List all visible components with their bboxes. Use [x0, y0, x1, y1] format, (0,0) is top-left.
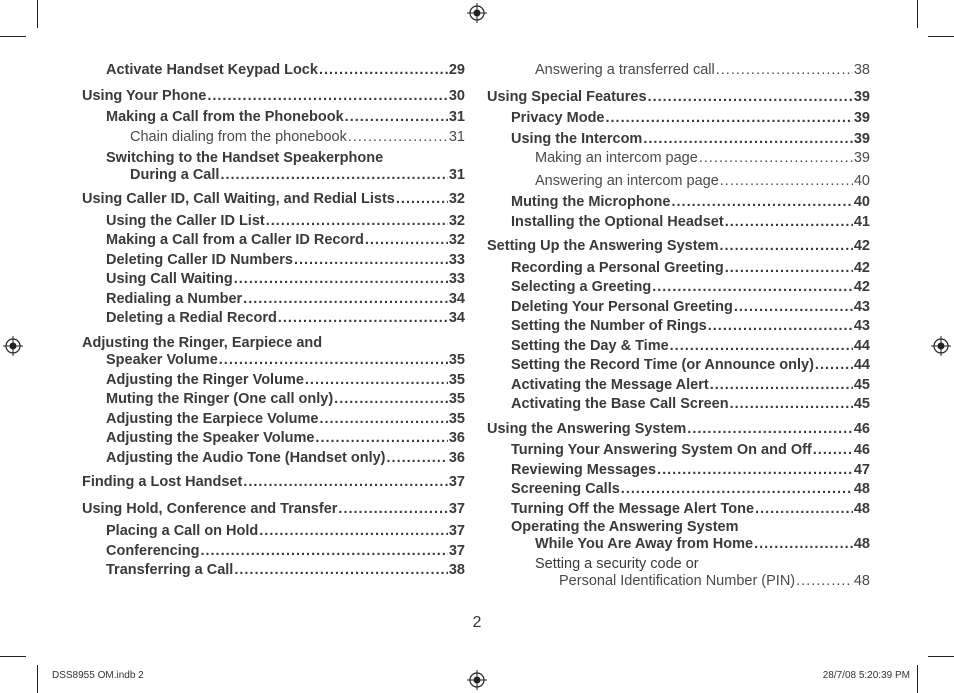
- toc-leader-dots: [815, 356, 853, 376]
- toc-leader-dots: [243, 290, 448, 310]
- toc-leader-dots: [796, 573, 853, 590]
- toc-leader-dots: [734, 298, 853, 318]
- toc-entry: [487, 441, 870, 461]
- toc-entry: [487, 193, 870, 213]
- toc-leader-dots: [716, 61, 853, 81]
- toc-entry-page: 42: [853, 238, 870, 254]
- crop-mark: [0, 656, 26, 657]
- toc-entry-page: 33: [448, 271, 465, 287]
- toc-entry: [82, 270, 465, 290]
- toc-entry-multiline: [487, 556, 870, 590]
- toc-entry: [487, 172, 870, 192]
- toc-entry-page: 41: [853, 213, 870, 230]
- toc-entry: [487, 376, 870, 396]
- toc-entry-page: 32: [448, 191, 465, 207]
- toc-leader-dots: [278, 309, 448, 329]
- toc-entry: [487, 237, 870, 257]
- toc-entry: [82, 190, 465, 210]
- toc-entry-page: 36: [448, 430, 465, 446]
- toc-leader-dots: [294, 251, 448, 271]
- toc-entry-title: Using the Caller ID List: [106, 212, 265, 229]
- toc-leader-dots: [720, 172, 853, 192]
- toc-entry: [82, 561, 465, 581]
- toc-entry: [82, 473, 465, 493]
- toc-entry: [487, 213, 870, 233]
- toc-entry: [487, 480, 870, 500]
- toc-entry-page: 35: [448, 351, 465, 368]
- toc-entry: [487, 337, 870, 357]
- registration-mark-icon: [467, 670, 487, 690]
- toc-leader-dots: [345, 108, 448, 128]
- toc-leader-dots: [319, 410, 447, 430]
- toc-entry-title: Using Call Waiting: [106, 271, 233, 287]
- toc-entry: [82, 449, 465, 469]
- toc-entry: [487, 356, 870, 376]
- toc-entry-page: 37: [448, 542, 465, 559]
- toc-entry: [82, 128, 465, 148]
- toc-entry: [487, 88, 870, 108]
- toc-entry-page: 46: [853, 442, 870, 458]
- toc-entry-title: Using Hold, Conference and Transfer: [82, 500, 338, 517]
- toc-entry-page: 32: [448, 232, 465, 248]
- toc-entry-page: 45: [853, 396, 870, 412]
- toc-leader-dots: [710, 376, 853, 396]
- toc-entry-page: 33: [448, 251, 465, 268]
- toc-entry-title: Adjusting the Audio Tone (Handset only): [106, 449, 386, 466]
- toc-entry-title: Setting the Record Time (or Announce only): [511, 357, 814, 373]
- crop-mark: [0, 36, 26, 37]
- toc-entry-page: 48: [853, 573, 870, 589]
- toc-entry-multiline: [82, 335, 465, 369]
- toc-leader-dots: [305, 371, 448, 391]
- toc-entry-title: While You Are Away from Home: [535, 536, 754, 552]
- toc-column-right: [487, 61, 870, 590]
- toc-entry-page: 30: [448, 87, 465, 104]
- toc-entry-title: Muting the Microphone: [511, 194, 671, 210]
- toc-entry-title: Transferring a Call: [106, 562, 234, 578]
- toc-entry-page: 35: [448, 371, 465, 388]
- toc-entry-title: Deleting Caller ID Numbers: [106, 251, 293, 268]
- toc-entry: [487, 420, 870, 440]
- toc-leader-dots: [338, 500, 447, 520]
- toc-leader-dots: [234, 270, 448, 290]
- toc-entry: [82, 390, 465, 410]
- toc-entry: [82, 410, 465, 430]
- toc-entry-page: 40: [853, 172, 870, 189]
- toc-entry-title: Using Your Phone: [82, 87, 207, 104]
- toc-entry-page: 35: [448, 391, 465, 407]
- toc-leader-dots: [334, 390, 448, 410]
- toc-leader-dots: [319, 61, 448, 81]
- toc-leader-dots: [200, 542, 447, 562]
- toc-entry: [82, 231, 465, 251]
- crop-mark: [928, 36, 954, 37]
- toc-leader-dots: [725, 213, 853, 233]
- toc-entry-title: Setting the Number of Rings: [511, 318, 707, 334]
- toc-entry-page: 48: [853, 536, 870, 552]
- toc-entry-title: Using Special Features: [487, 88, 647, 105]
- toc-entry-title: Recording a Personal Greeting: [511, 259, 724, 276]
- toc-entry-title: Answering an intercom page: [535, 172, 719, 189]
- toc-entry-title: Setting Up the Answering System: [487, 238, 719, 254]
- toc-entry-title: Conferencing: [106, 542, 200, 559]
- toc-entry-page: 37: [448, 523, 465, 539]
- toc-entry-page: 44: [853, 357, 870, 373]
- toc-entry-page: 31: [448, 109, 465, 125]
- toc-entry-title: Turning Off the Message Alert Tone: [511, 500, 755, 517]
- toc-entry: [487, 317, 870, 337]
- toc-entry-title: Deleting Your Personal Greeting: [511, 298, 733, 315]
- toc-entry-title: Adjusting the Speaker Volume: [106, 430, 315, 446]
- toc-entry-title: Finding a Lost Handset: [82, 474, 243, 490]
- toc-leader-dots: [720, 237, 853, 257]
- registration-mark-icon: [931, 336, 951, 356]
- toc-entry: [82, 429, 465, 449]
- toc-entry-title: Activating the Message Alert: [511, 376, 709, 393]
- toc-entry: [82, 87, 465, 107]
- toc-entry: [487, 259, 870, 279]
- toc-entry-page: 43: [853, 298, 870, 315]
- toc-entry-title: Making a Call from the Phonebook: [106, 109, 344, 125]
- toc-entry-page: 35: [448, 410, 465, 427]
- toc-entry-page: 37: [448, 500, 465, 517]
- toc-entry-title: Setting the Day & Time: [511, 337, 669, 354]
- toc-entry: [487, 149, 870, 169]
- toc-entry-title: Reviewing Messages: [511, 461, 657, 478]
- toc-entry: [82, 309, 465, 329]
- toc-entry-page: 47: [853, 461, 870, 478]
- toc-entry: [82, 61, 465, 81]
- toc-entry: [487, 278, 870, 298]
- toc-entry-page: 48: [853, 500, 870, 517]
- toc-entry-title: Making an intercom page: [535, 150, 698, 166]
- crop-mark: [928, 656, 954, 657]
- toc-entry: [487, 461, 870, 481]
- toc-leader-dots: [219, 352, 448, 369]
- toc-entry-title: Using Caller ID, Call Waiting, and Redial Lists: [82, 191, 395, 207]
- toc-entry: [487, 109, 870, 129]
- toc-entry: [511, 536, 870, 553]
- toc-entry-page: 37: [448, 474, 465, 490]
- toc-leader-dots: [670, 337, 853, 357]
- toc-leader-dots: [699, 149, 853, 169]
- toc-entry-title: Muting the Ringer (One call only): [106, 391, 334, 407]
- toc-entry-page: 31: [448, 167, 465, 183]
- toc-leader-dots: [648, 88, 853, 108]
- toc-entry: [487, 298, 870, 318]
- toc-entry-page: 39: [853, 88, 870, 105]
- toc-entry-page: 36: [448, 449, 465, 466]
- toc-column-left: [82, 61, 465, 581]
- toc-entry-page: 38: [853, 62, 870, 78]
- toc-leader-dots: [207, 87, 448, 107]
- toc-entry-page: 42: [853, 259, 870, 276]
- toc-leader-dots: [687, 420, 853, 440]
- toc-leader-dots: [755, 500, 853, 520]
- toc-entry-title: Switching to the Handset Speakerphone: [106, 150, 384, 166]
- registration-mark-icon: [3, 336, 23, 356]
- toc-entry-title: Adjusting the Ringer, Earpiece and: [82, 334, 323, 351]
- toc-entry: [82, 500, 465, 520]
- toc-entry-title: Screening Calls: [511, 481, 620, 497]
- toc-leader-dots: [671, 193, 852, 213]
- toc-entry-page: 34: [448, 310, 465, 326]
- toc-leader-dots: [813, 441, 853, 461]
- toc-entry: [82, 212, 465, 232]
- toc-entry-title: Personal Identification Number (PIN): [559, 573, 796, 589]
- toc-entry-page: 32: [448, 212, 465, 229]
- toc-entry-title: Privacy Mode: [511, 110, 605, 126]
- toc-leader-dots: [315, 429, 447, 449]
- toc-leader-dots: [621, 480, 853, 500]
- toc-leader-dots: [725, 259, 853, 279]
- toc-entry-title: Chain dialing from the phonebook: [130, 128, 347, 145]
- toc-entry-page: 34: [448, 290, 465, 307]
- toc-entry: [82, 522, 465, 542]
- toc-entry-title: During a Call: [130, 167, 220, 183]
- toc-entry-page: 31: [448, 128, 465, 145]
- toc-entry-title: Using the Intercom: [511, 130, 643, 147]
- toc-entry: [82, 542, 465, 562]
- crop-mark: [37, 0, 38, 28]
- toc-entry-page: 40: [853, 194, 870, 210]
- toc-entry-title: Using the Answering System: [487, 420, 687, 437]
- toc-entry: [487, 61, 870, 81]
- toc-entry: [535, 573, 870, 590]
- toc-entry-page: 45: [853, 376, 870, 393]
- page-number: 2: [472, 614, 482, 631]
- toc-leader-dots: [365, 231, 448, 251]
- slug-timestamp: 28/7/08 5:20:39 PM: [822, 670, 910, 681]
- toc-entry-title: Placing a Call on Hold: [106, 523, 259, 539]
- toc-entry: [82, 290, 465, 310]
- toc-entry-title: Deleting a Redial Record: [106, 310, 277, 326]
- toc-entry-title: Installing the Optional Headset: [511, 213, 724, 230]
- toc-entry-title: Redialing a Number: [106, 290, 243, 307]
- toc-leader-dots: [220, 167, 447, 184]
- toc-leader-dots: [652, 278, 853, 298]
- toc-entry-title: Making a Call from a Caller ID Record: [106, 232, 364, 248]
- toc-entry: [487, 500, 870, 520]
- toc-entry-title: Activating the Base Call Screen: [511, 396, 729, 412]
- toc-entry-page: 43: [853, 318, 870, 334]
- toc-entry-multiline: [82, 150, 465, 184]
- toc-entry-title: Setting a security code or: [535, 556, 699, 572]
- toc-leader-dots: [606, 109, 853, 129]
- crop-mark: [37, 665, 38, 693]
- toc-entry: [82, 251, 465, 271]
- toc-entry: [106, 167, 465, 184]
- toc-entry: [487, 395, 870, 415]
- toc-entry-title: Speaker Volume: [106, 351, 218, 368]
- toc-entry-page: 39: [853, 130, 870, 147]
- toc-leader-dots: [266, 212, 448, 232]
- toc-entry-page: 39: [853, 110, 870, 126]
- toc-leader-dots: [243, 473, 448, 493]
- toc-entry-page: 29: [448, 62, 465, 78]
- toc-entry-page: 48: [853, 481, 870, 497]
- toc-leader-dots: [234, 561, 448, 581]
- toc-entry: [82, 371, 465, 391]
- registration-mark-icon: [467, 3, 487, 23]
- toc-entry-title: Selecting a Greeting: [511, 279, 652, 295]
- toc-entry-page: 39: [853, 150, 870, 166]
- toc-entry: [82, 108, 465, 128]
- toc-entry-title: Adjusting the Ringer Volume: [106, 371, 304, 388]
- toc-entry-page: 38: [448, 562, 465, 578]
- toc-entry-title: Adjusting the Earpiece Volume: [106, 410, 319, 427]
- toc-entry-title: Operating the Answering System: [511, 519, 739, 535]
- toc-leader-dots: [657, 461, 853, 481]
- toc-entry-title: Turning Your Answering System On and Off: [511, 442, 812, 458]
- toc-entry-page: 44: [853, 337, 870, 354]
- toc-leader-dots: [708, 317, 853, 337]
- slug-filename: DSS8955 OM.indb 2: [52, 670, 144, 681]
- crop-mark: [917, 0, 918, 28]
- toc-entry-title: Answering a transferred call: [535, 62, 715, 78]
- toc-leader-dots: [396, 190, 448, 210]
- toc-entry: [487, 130, 870, 150]
- toc-entry-multiline: [487, 519, 870, 553]
- toc-leader-dots: [754, 536, 853, 553]
- toc-leader-dots: [643, 130, 853, 150]
- toc-entry-title: Activate Handset Keypad Lock: [106, 62, 318, 78]
- toc-entry: [82, 352, 465, 369]
- crop-mark: [917, 665, 918, 693]
- toc-leader-dots: [348, 128, 448, 148]
- toc-leader-dots: [730, 395, 853, 415]
- toc-entry-page: 42: [853, 279, 870, 295]
- toc-entry-page: 46: [853, 420, 870, 437]
- toc-leader-dots: [259, 522, 448, 542]
- toc-leader-dots: [387, 449, 448, 469]
